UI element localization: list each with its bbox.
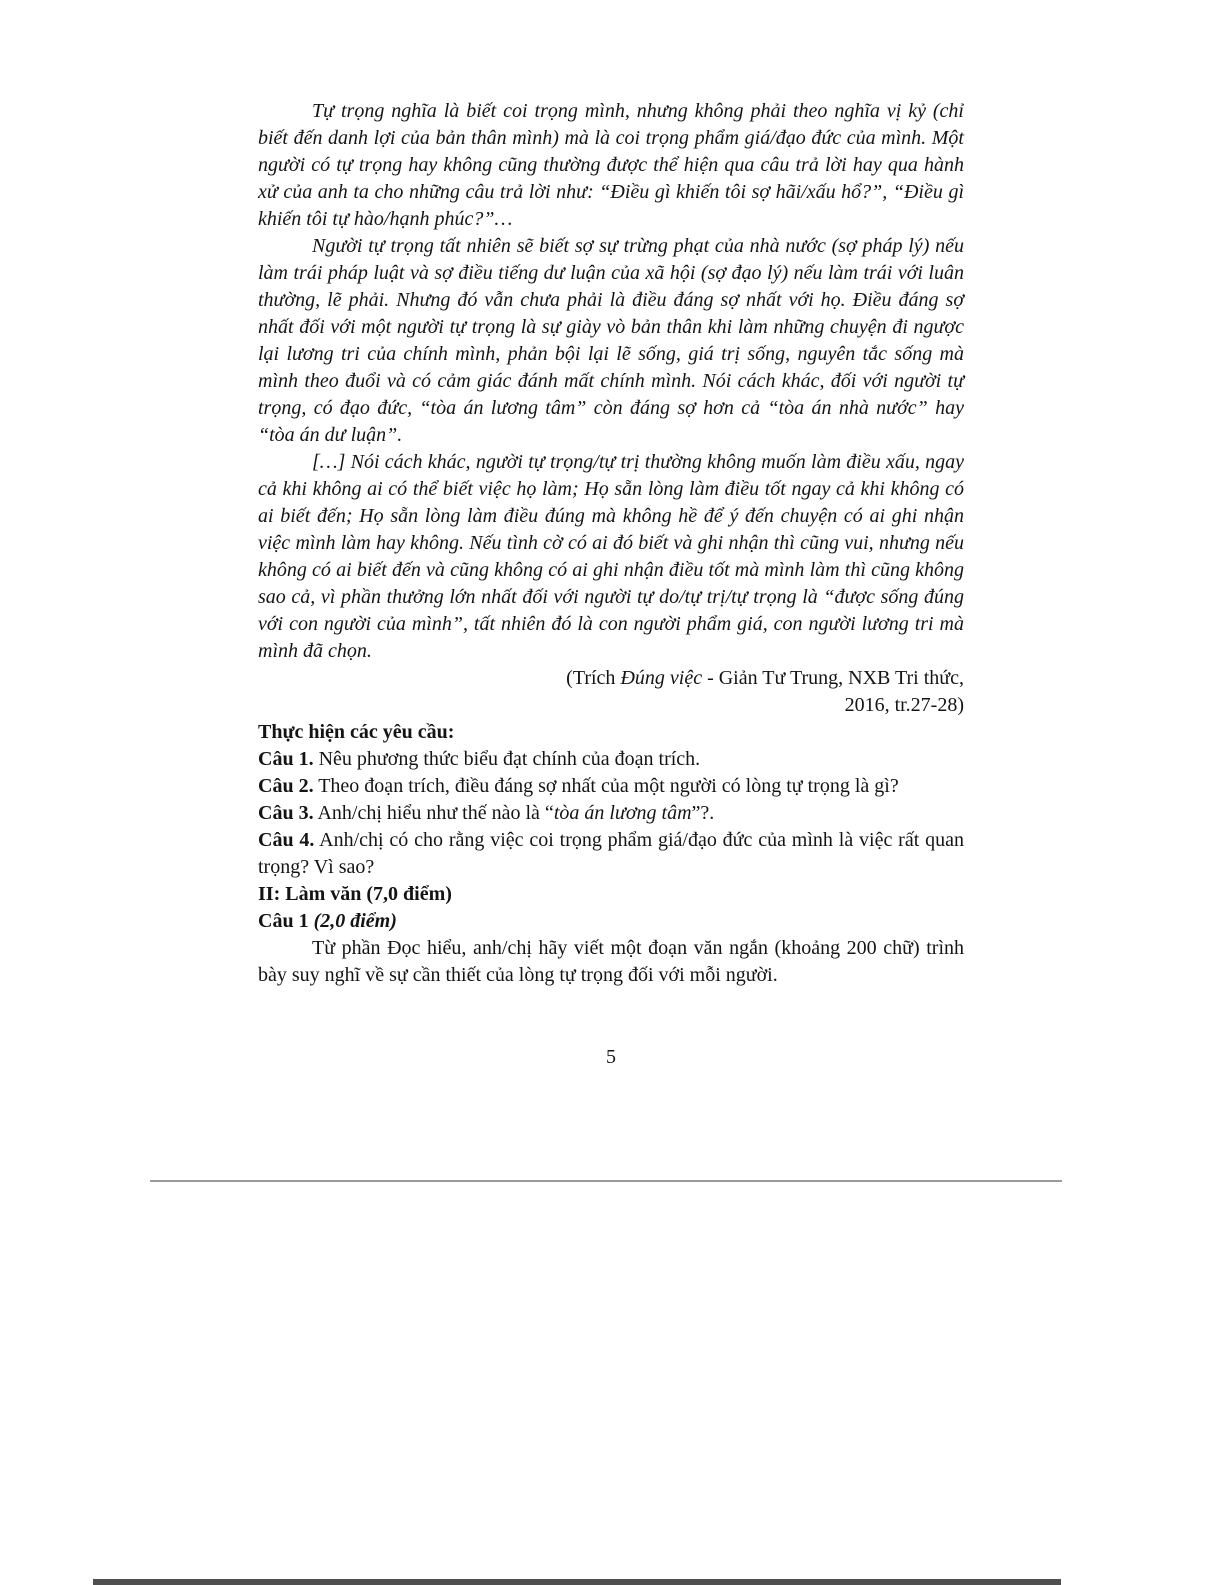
question-3-quoted-phrase: tòa án lương tâm — [553, 802, 692, 824]
citation-prefix: (Trích — [566, 667, 621, 689]
question-3-text-before: Anh/chị hiểu như thế nào là “ — [313, 802, 554, 824]
question-2-label: Câu 2. — [258, 775, 314, 797]
essay-question-points: (2,0 điểm) — [313, 910, 397, 932]
passage-paragraph-2: Người tự trọng tất nhiên sẽ biết sợ sự trừng phạt của nhà nước (sợ pháp lý) nếu làm trái pháp luật và sợ điều tiếng dư luận của xã hội (sợ đạo lý) nếu làm trái với luân thường, lẽ phải. Nhưng đó vẫn chưa phải là điều đáng sợ nhất với họ. Điều đáng sợ nhất đối với một người tự trọng là sự giày vò bản thân khi làm những chuyện đi ngược lại lương tri của chính mình, phản bội lại lẽ sống, giá trị sống, nguyên tắc sống mà mình theo đuổi và có cảm giác đánh mất chính mình. Nói cách khác, đối với người tự trọng, có đạo đức, “tòa án lương tâm” còn đáng sợ hơn cả “tòa án nhà nước” hay “tòa án dư luận”. — [258, 235, 964, 446]
citation-line-1 — [258, 665, 964, 692]
question-2 — [258, 773, 964, 800]
essay-prompt: Từ phần Đọc hiểu, anh/chị hãy viết một đoạn văn ngắn (khoảng 200 chữ) trình bày suy nghĩ về sự cần thiết của lòng tự trọng đối với mỗi người. — [258, 937, 964, 986]
page-bottom-edge — [93, 1579, 1061, 1585]
question-3 — [258, 800, 964, 827]
question-3-text-after: ”?. — [691, 802, 715, 824]
question-1 — [258, 746, 964, 773]
question-1-label: Câu 1. — [258, 748, 314, 770]
question-3-label: Câu 3. — [258, 802, 314, 824]
question-4 — [258, 827, 964, 881]
page-content — [258, 98, 964, 1071]
page-number: 5 — [606, 1046, 616, 1068]
question-2-text: Theo đoạn trích, điều đáng sợ nhất của một người có lòng tự trọng là gì? — [313, 775, 899, 797]
question-4-text: Anh/chị có cho rằng việc coi trọng phẩm giá/đạo đức của mình là việc rất quan trọng? Vì sao? — [258, 829, 964, 878]
question-1-text: Nêu phương thức biểu đạt chính của đoạn trích. — [313, 748, 701, 770]
requirements-heading: Thực hiện các yêu cầu: — [258, 721, 455, 743]
essay-question-label: Câu 1 — [258, 910, 314, 932]
footer-divider — [150, 1180, 1062, 1182]
citation-line-2: 2016, tr.27-28) — [844, 694, 964, 716]
citation-author-publisher: - Giản Tư Trung, NXB Tri thức, — [702, 667, 964, 689]
essay-question-heading — [258, 908, 964, 935]
passage-paragraph-3: […] Nói cách khác, người tự trọng/tự trị thường không muốn làm điều xấu, ngay cả khi không ai có thể biết việc họ làm; Họ sẵn lòng làm điều tốt ngay cả khi không có ai biết đến; Họ sẵn lòng làm điều đúng mà không hề để ý đến chuyện có ai ghi nhận việc mình làm hay không. Nếu tình cờ có ai đó biết và ghi nhận thì cũng vui, nhưng nếu không có ai biết đến và cũng không có ai ghi nhận điều tốt mà mình làm thì cũng không sao cả, vì phần thưởng lớn nhất đối với người tự do/tự trị/tự trọng là “được sống đúng với con người của mình”, tất nhiên đó là con người phẩm giá, con người lương tri mà mình đã chọn. — [258, 451, 964, 662]
section-2-heading: II: Làm văn (7,0 điểm) — [258, 883, 452, 905]
citation-work-title: Đúng việc — [620, 667, 703, 689]
passage-paragraph-1: Tự trọng nghĩa là biết coi trọng mình, nhưng không phải theo nghĩa vị kỷ (chỉ biết đến danh lợi của bản thân mình) mà là coi trọng phẩm giá/đạo đức của mình. Một người có tự trọng hay không cũng thường được thể hiện qua câu trả lời hay qua hành xử của anh ta cho những câu trả lời như: “Điều gì khiến tôi sợ hãi/xấu hổ?”, “Điều gì khiến tôi tự hào/hạnh phúc?”… — [258, 100, 964, 230]
question-4-label: Câu 4. — [258, 829, 315, 851]
